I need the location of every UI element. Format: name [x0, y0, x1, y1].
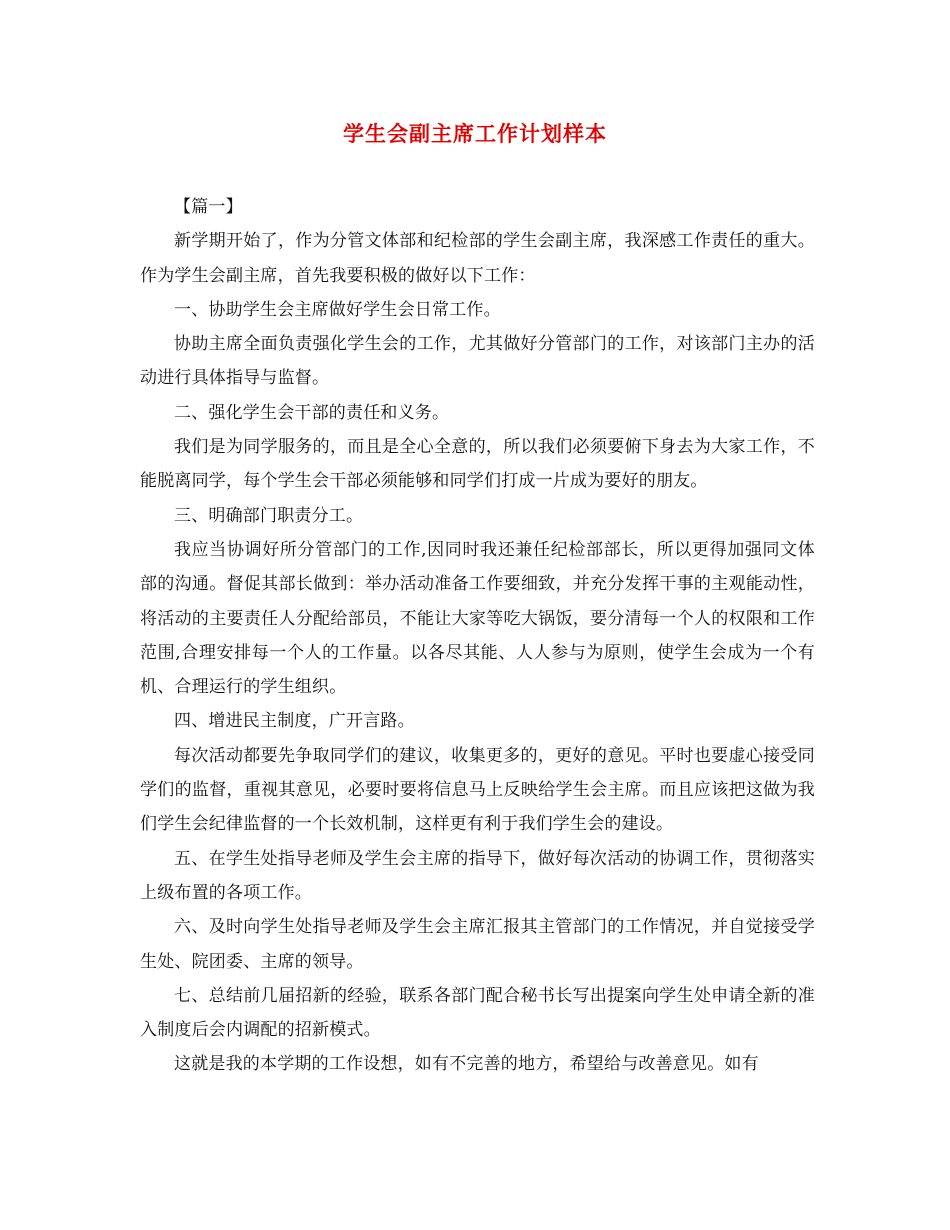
heading-item-1: 一、协助学生会主席做好学生会日常工作。: [174, 299, 501, 320]
paragraph: 我们是为同学服务的，而且是全心全意的，所以我们必须要俯下身去为大家工作，不能脱离同学，每个学生会干部必须能够和同学们打成一片成为要好的朋友。: [140, 437, 815, 492]
paragraph: 每次活动都要先争取同学们的建议，收集更多的，更好的意见。平时也要虚心接受同学们的监督，重视其意见，必要时要将信息马上反映给学生会主席。而且应该把这做为我们学生会纪律监督的一个长效机制，这样更有利于我们学生会的建设。: [140, 745, 815, 835]
paragraph: 这就是我的本学期的工作设想，如有不完善的地方，希望给与改善意见。如有: [174, 1054, 759, 1075]
section-label: 【篇一】: [174, 197, 243, 217]
heading-item-4: 四、增进民主制度，广开言路。: [174, 711, 415, 732]
paragraph: 协助主席全面负责强化学生会的工作，尤其做好分管部门的工作，对该部门主办的活动进行具体指导与监督。: [140, 334, 815, 389]
heading-item-3: 三、明确部门职责分工。: [174, 505, 364, 526]
heading-item-2: 二、强化学生会干部的责任和义务。: [174, 402, 450, 423]
heading-item-6: 六、及时向学生处指导老师及学生会主席汇报其主管部门的工作情况，并自觉接受学生处、院团委、主席的领导。: [140, 917, 815, 972]
paragraph: 我应当协调好所分管部门的工作,因同时我还兼任纪检部部长，所以更得加强同文体部的沟通。督促其部长做到：举办活动准备工作要细致，并充分发挥干事的主观能动性，将活动的主要责任人分配给部员，不能让大家等吃大锅饭，要分清每一个人的权限和工作范围,合理安排每一个人的工作量。以各尽其能、人人参与为原则，使学生会成为一个有机、合理运行的学生组织。: [140, 539, 815, 698]
paragraph: 新学期开始了，作为分管文体部和纪检部的学生会副主席，我深感工作责任的重大。作为学生会副主席，首先我要积极的做好以下工作：: [140, 231, 815, 286]
document-title: 学生会副主席工作计划样本: [343, 122, 607, 146]
heading-item-7: 七、总结前几届招新的经验，联系各部门配合秘书长写出提案向学生处申请全新的准入制度后会内调配的招新模式。: [140, 985, 815, 1041]
document-body: [140, 190, 815, 1082]
heading-item-5: 五、在学生处指导老师及学生会主席的指导下，做好每次活动的协调工作，贯彻落实上级布置的各项工作。: [140, 848, 815, 903]
